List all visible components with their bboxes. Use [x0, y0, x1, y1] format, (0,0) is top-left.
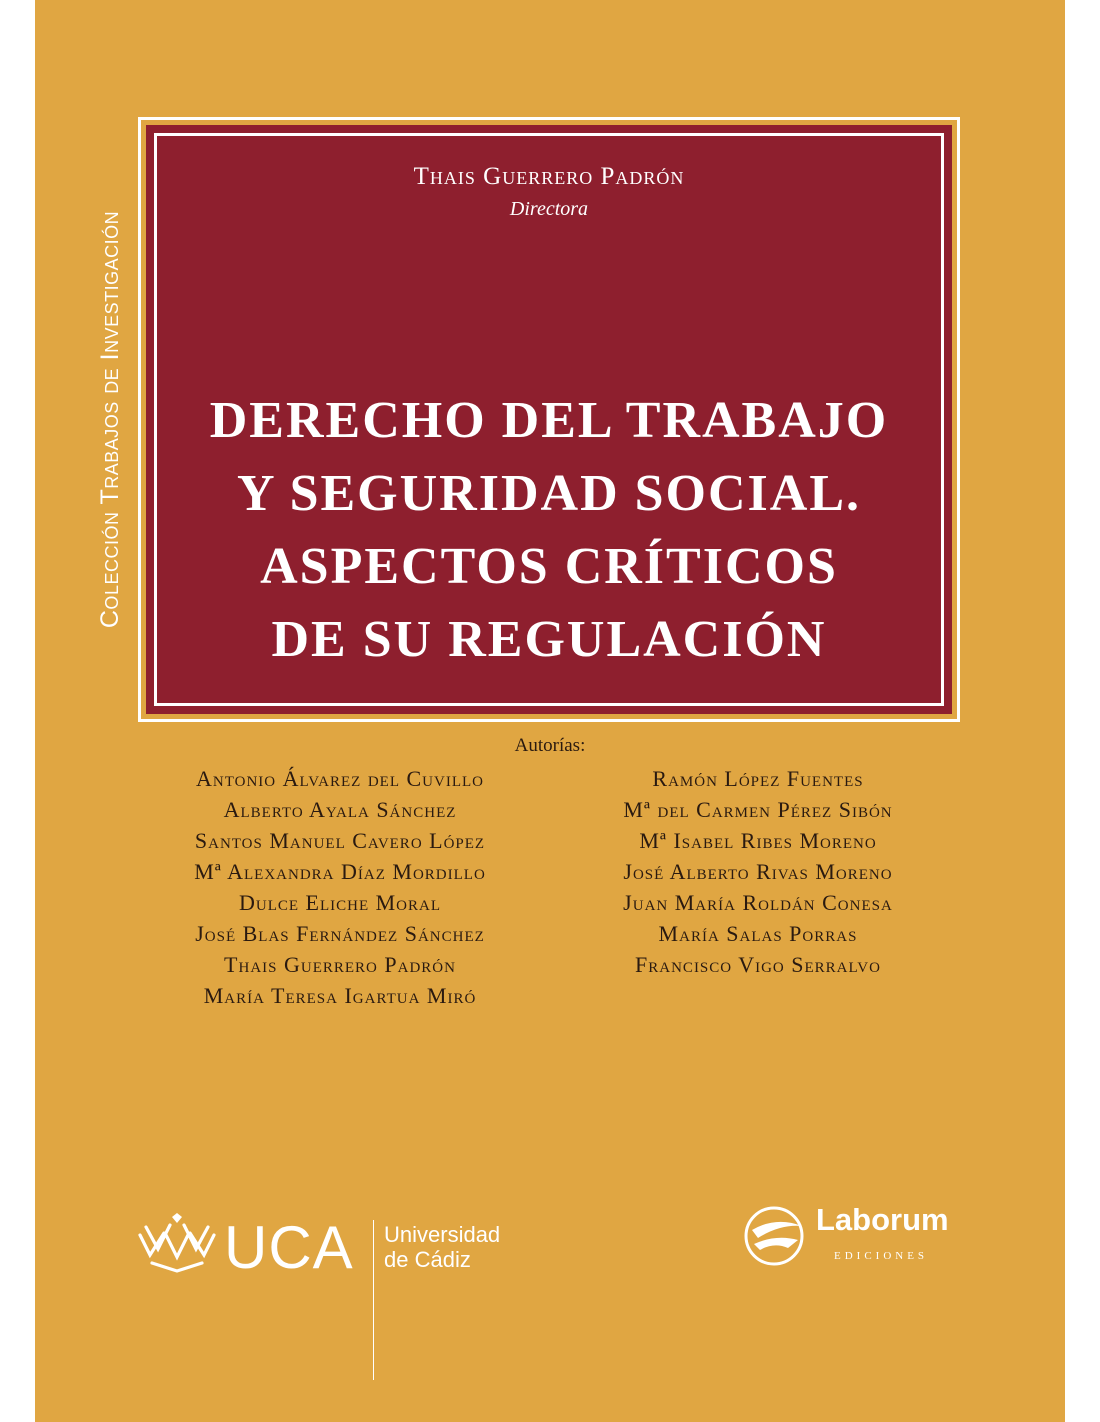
author-name: Mª Alexandra Díaz Mordillo [194, 859, 486, 884]
author-name: José Blas Fernández Sánchez [195, 921, 485, 946]
author-name: José Alberto Rivas Moreno [623, 859, 893, 884]
director-name: Thais Guerrero Padrón [413, 163, 685, 190]
author-name: Dulce Eliche Moral [238, 890, 442, 915]
uca-divider [373, 1220, 374, 1380]
university-name-line: Universidad [384, 1222, 501, 1247]
university-name-line: de Cádiz [384, 1247, 471, 1272]
author-name: Thais Guerrero Padrón [224, 952, 456, 977]
author-name: Santos Manuel Cavero López [194, 828, 486, 853]
authors-list-left [130, 763, 550, 1011]
author-name: Alberto Ayala Sánchez [223, 797, 457, 822]
author-name: Mª del Carmen Pérez Sibón [623, 797, 893, 822]
author-name: Antonio Álvarez del Cuvillo [196, 766, 484, 791]
authors-list-right [548, 763, 968, 980]
title-line: DE SU REGULACIÓN [271, 611, 827, 668]
uca-letters: UCA [224, 1214, 354, 1281]
author-name: Mª Isabel Ribes Moreno [639, 828, 877, 853]
director-role: Directora [509, 198, 589, 220]
uca-logo [136, 1205, 536, 1385]
publisher-logo [740, 1200, 970, 1275]
collection-spine [83, 119, 139, 719]
laborum-emblem-icon [740, 1200, 812, 1266]
collection-title: Colección Trabajos de Investigación [96, 210, 125, 628]
author-name: Juan María Roldán Conesa [623, 890, 893, 915]
title-line: ASPECTOS CRÍTICOS [260, 538, 838, 595]
author-name: María Salas Porras [658, 921, 858, 946]
university-name [384, 1222, 500, 1272]
title-line: DERECHO DEL TRABAJO [209, 392, 889, 449]
uca-crown-icon [136, 1213, 218, 1275]
publisher-name: Laborum [816, 1202, 949, 1237]
book-title [146, 384, 952, 676]
author-name: Francisco Vigo Serralvo [635, 952, 881, 977]
title-line: Y SEGURIDAD SOCIAL. [236, 465, 862, 522]
publisher-subtitle: EDICIONES [834, 1250, 929, 1262]
authors-label: Autorías: [514, 735, 586, 756]
author-name: María Teresa Igartua Miró [203, 983, 477, 1008]
author-name: Ramón López Fuentes [652, 766, 864, 791]
